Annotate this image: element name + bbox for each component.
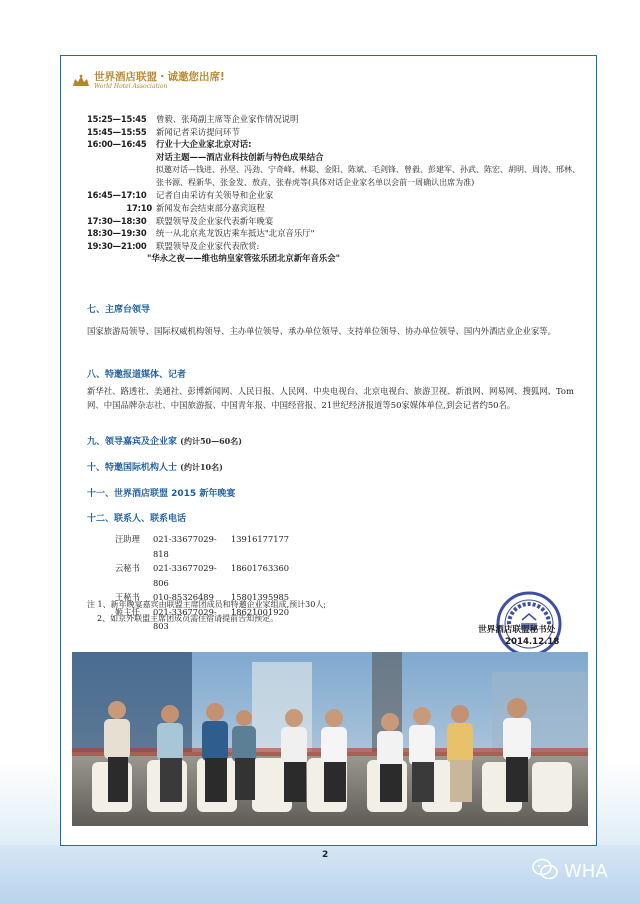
contact-phone: 010-85326489 (153, 592, 214, 602)
schedule-text: 统一从北京兆龙饭店乘车抵达"北京音乐厅" (156, 228, 315, 239)
concert-title: "华永之夜——维也纳皇家管弦乐团北京新年音乐会" (147, 253, 340, 264)
schedule-text: 曾毅、张琦副主席等企业家作情况说明 (156, 114, 299, 124)
contact-mobile: 18621001920 (231, 606, 290, 617)
contact-mobile: 18601763360 (231, 563, 290, 573)
contact-name: 王秘书 (115, 592, 140, 602)
schedule-row (156, 151, 587, 164)
schedule-time: 15:45—15:55 (87, 126, 147, 137)
logo-title: 世界酒店联盟・诚邀您出席! (94, 71, 225, 83)
section-10-title: 十、特邀国际机构人士 (87, 463, 178, 473)
dialogue-topic: 对话主题——酒店业科技创新与特色成果结合 (156, 151, 324, 162)
watermark-text: WHA (564, 861, 608, 882)
contact-phone: 021-33677029-803 (153, 606, 217, 631)
section-9-title: 九、领导嘉宾及企业家 (87, 437, 178, 447)
section-7-text: 国家旅游局领导、国际权威机构领导、主办单位领导、承办单位领导、支持单位领导、协办单位领导、国内外酒店业企业家等。 (87, 326, 556, 336)
schedule-time: 17:10 (126, 202, 152, 213)
schedule-row (87, 240, 587, 253)
contact-row (115, 532, 289, 561)
schedule-row (87, 202, 587, 215)
schedule-list (87, 113, 587, 265)
contact-mobile: 13916177177 (231, 534, 290, 544)
schedule-row (87, 189, 587, 202)
section-9-note: (约计50—60名) (180, 436, 242, 446)
contact-phone: 021-33677029-806 (153, 563, 217, 588)
page-number: 2 (322, 850, 329, 860)
schedule-row (87, 227, 587, 240)
schedule-row (87, 113, 587, 126)
section-8-heading: 八、特邀报道媒体、记者 (87, 370, 187, 380)
contact-name: 汪助理 (115, 534, 140, 544)
schedule-time: 17:30—18:30 (87, 215, 147, 226)
section-11-heading: 十一、世界酒店联盟 2015 新年晚宴 (87, 489, 236, 499)
schedule-row (87, 138, 587, 151)
lion-crest-icon (72, 74, 90, 88)
section-10-note: (约计10名) (180, 462, 223, 472)
footnotes (87, 598, 326, 626)
schedule-text: 新闻记者采访提问环节 (156, 126, 240, 137)
schedule-row (156, 163, 587, 189)
contact-row (115, 561, 289, 590)
schedule-time: 19:30—21:00 (87, 240, 147, 251)
schedule-text: 联盟领导及企业家代表新年晚宴 (156, 215, 274, 226)
contact-phone: 021-33677029-818 (153, 534, 217, 559)
section-9-heading (87, 434, 242, 447)
section-10-heading (87, 460, 223, 473)
stamp-date: 2014.12.18 (505, 637, 560, 647)
stamp-organization: 世界酒店联盟秘书处 (478, 625, 556, 635)
schedule-text: 联盟领导及企业家代表欣赏: (156, 240, 260, 251)
section-12-heading: 十二、联系人、联系电话 (87, 514, 187, 524)
section-7-heading: 七、主席台领导 (87, 305, 151, 315)
section-8-text: 新华社、路透社、美通社、彭博新闻网、人民日报、人民网、中央电视台、北京电视台、旅游卫视、新浪网、网易网、搜狐网、Tom网、中国品牌杂志社、中国旅游报、中国青年报、中国经营报、21世纪经济报道等50家媒体单位,到会记者约50名。 (87, 386, 574, 410)
footnote-1: 注 1、新年晚宴嘉宾由联盟主席团成员和特邀企业家组成,预计30人; (87, 600, 327, 609)
schedule-text: 新闻发布会结束部分嘉宾返程 (156, 202, 265, 213)
schedule-row (87, 126, 587, 139)
schedule-text: 记者自由采访有关领导和企业家 (156, 190, 274, 201)
schedule-time: 16:45—17:10 (87, 190, 147, 201)
schedule-time: 18:30—19:30 (87, 228, 147, 239)
contact-name: 姬主任 (115, 606, 140, 617)
schedule-text: 行业十大企业家北京对话: (156, 139, 252, 150)
contact-mobile: 15801395985 (231, 592, 290, 602)
wechat-icon (532, 858, 558, 885)
schedule-time: 16:00—16:45 (87, 139, 147, 150)
logo (72, 72, 225, 90)
watermark (532, 858, 608, 885)
dialogue-invitees: 拟邀对话—钱进、孙坚、冯劲、宁奇峰、林聪、金阳、陈斌、毛剑锋、曾毅、彭建军、孙武、陈宏、胡明、周涛、邢林、张书源、程新华、张金发、敖垚、张春虎等(具体对话企业家名单以会前一周确认出席为准) (156, 165, 580, 188)
event-photo (72, 652, 588, 826)
schedule-time: 15:25—15:45 (87, 114, 147, 124)
footnote-2: 2、如京外联盟主席团成员需住宿请提前告知预定。 (97, 614, 279, 623)
contact-name: 云秘书 (115, 563, 140, 573)
schedule-row (87, 215, 587, 228)
logo-subtitle: World Hotel Association (94, 82, 168, 90)
